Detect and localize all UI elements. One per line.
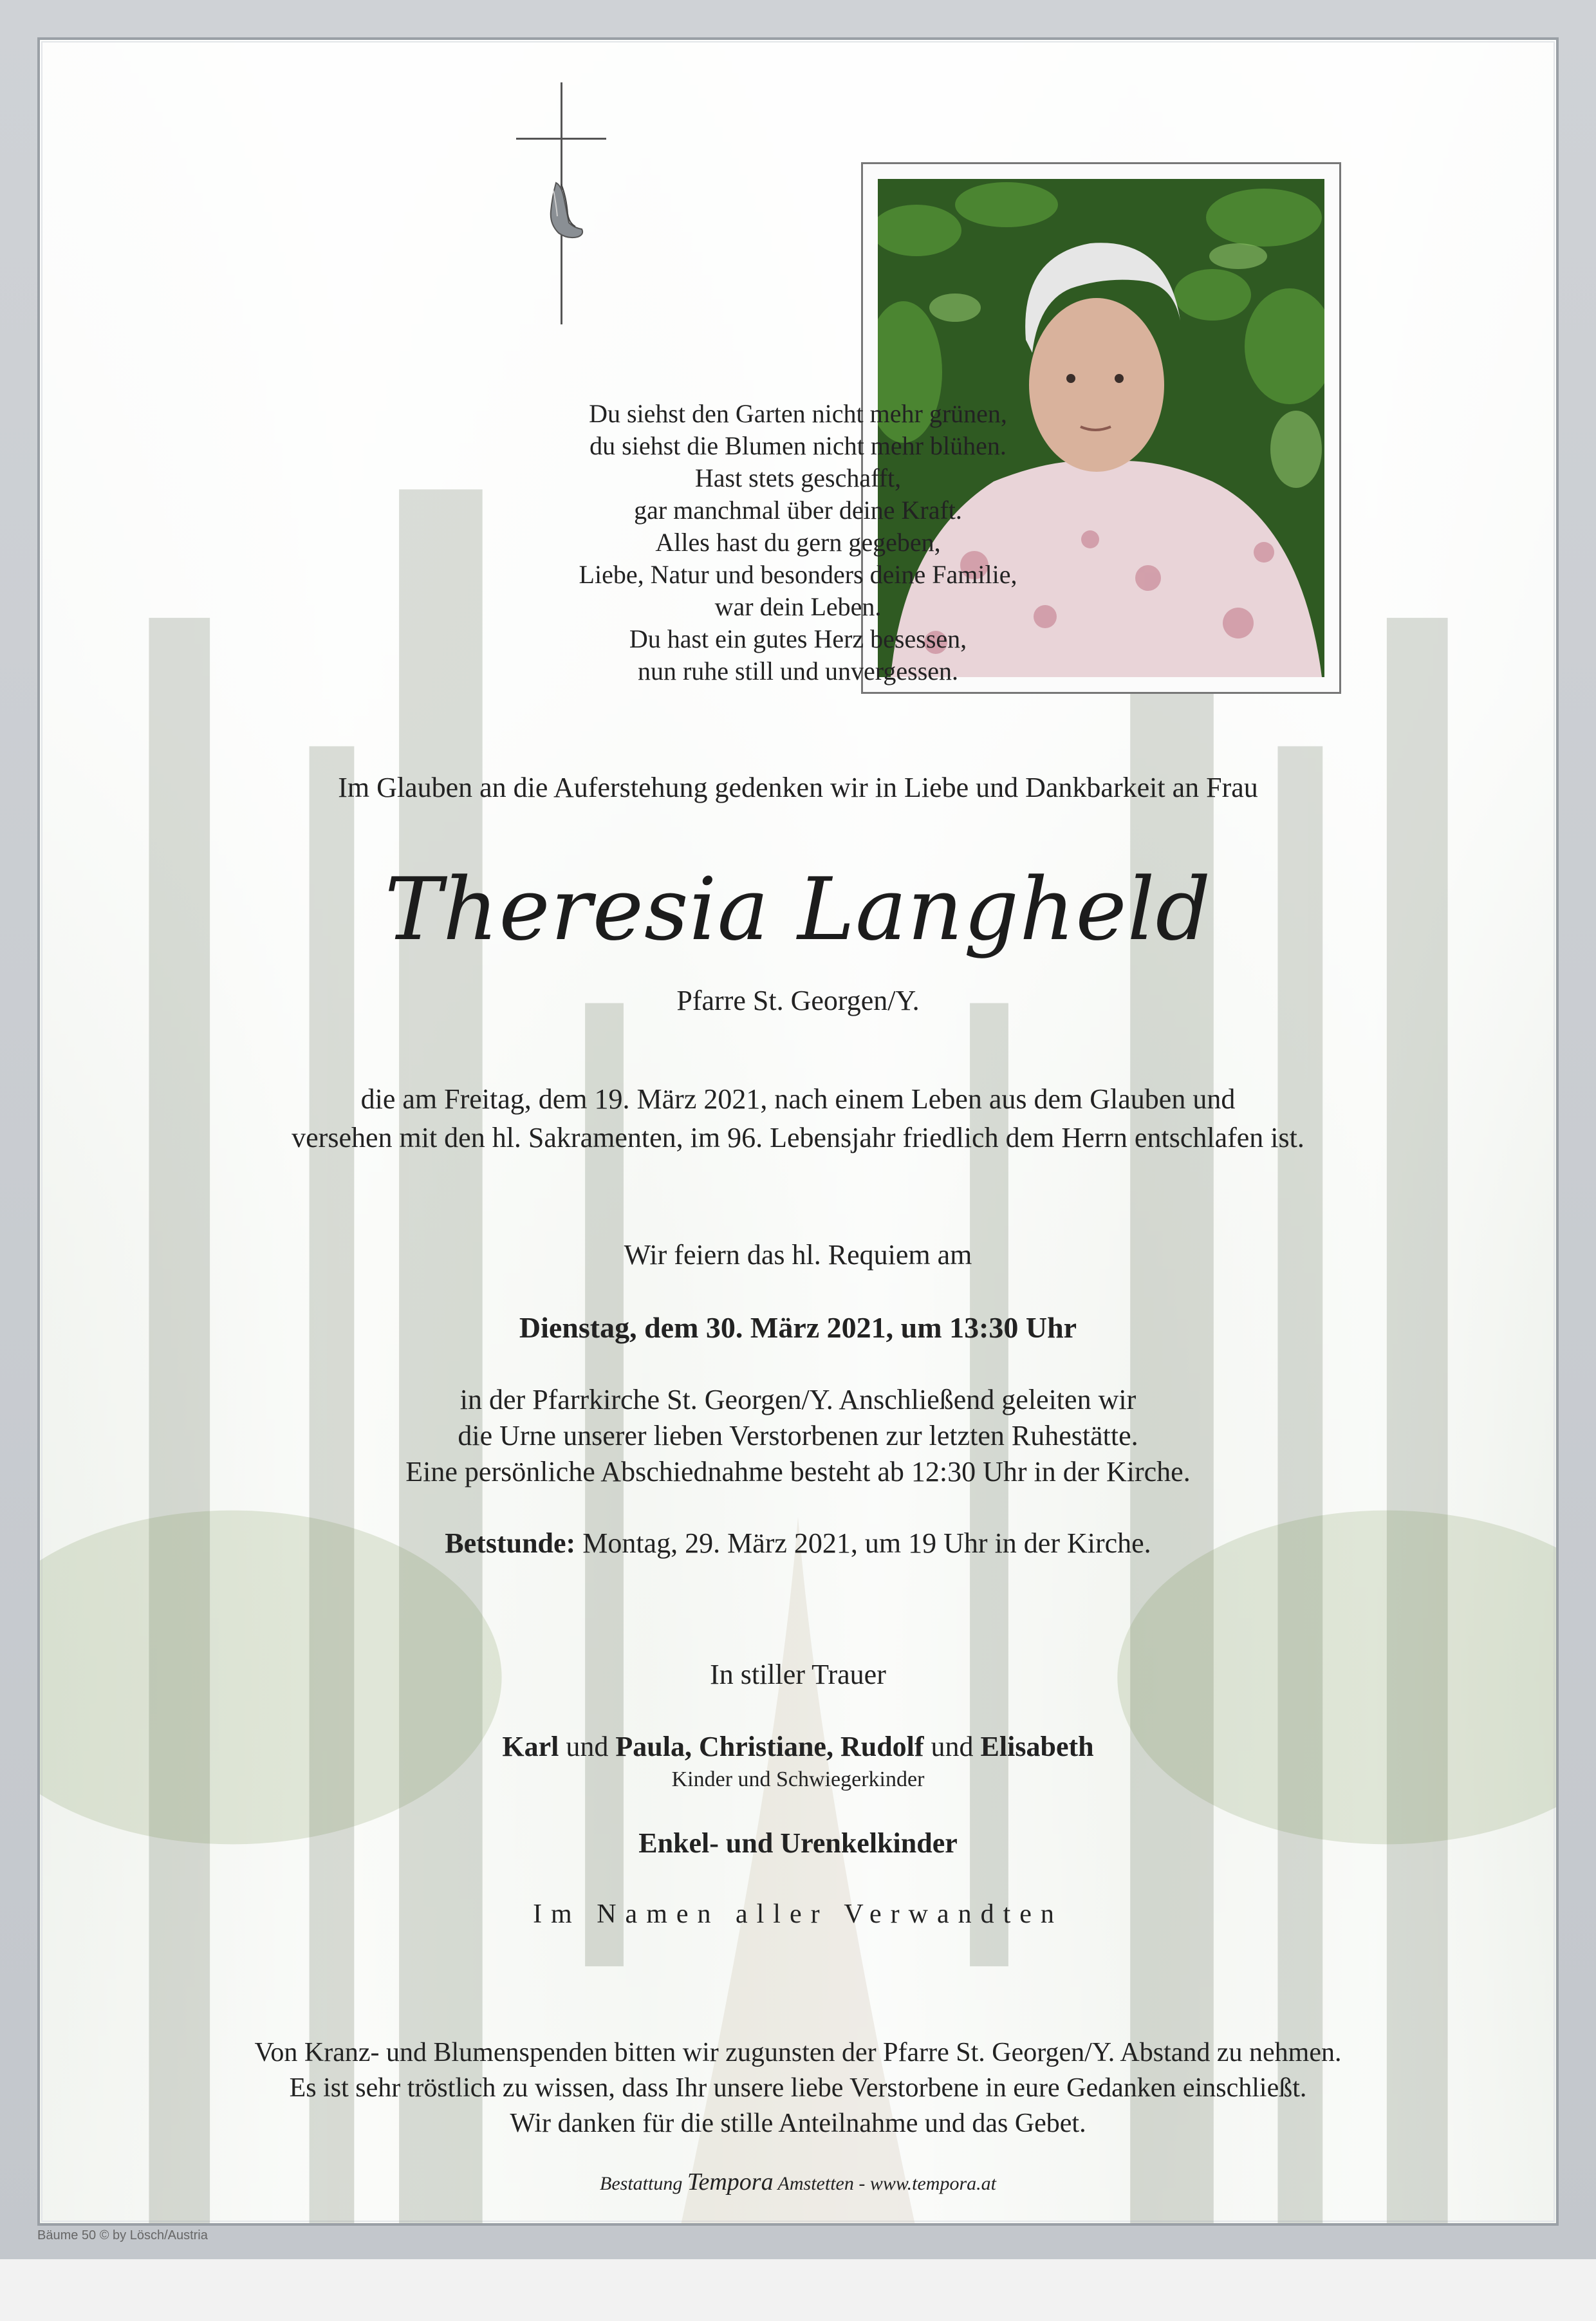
donation-line: Von Kranz- und Blumenspenden bitten wir zugunsten der Pfarre St. Georgen/Y. Abstand zu nehmen. [254,2038,1342,2067]
death-line: versehen mit den hl. Sakramenten, im 96. Lebensjahr friedlich dem Herrn entschlafen ist. [292,1122,1304,1153]
cross-emblem [516,82,606,327]
grandchildren: Enkel- und Urenkelkinder [638,1827,958,1859]
family-name: Paula, Christiane, Rudolf [615,1731,924,1762]
background-credit: Bäume 50 © by Lösch/Austria [37,2228,208,2242]
church-details [37,1382,1559,1490]
undertaker-brand: Tempora [687,2168,774,2195]
poem-line: nun ruhe still und unvergessen. [637,657,959,685]
prayer-hour-text: Montag, 29. März 2021, um 19 Uhr in der Kirche. [575,1527,1151,1559]
poem-line: Liebe, Natur und besonders deine Familie, [579,560,1017,589]
requiem-date: Dienstag, dem 30. März 2021, um 13:30 Uhr [519,1311,1077,1344]
poem [37,398,1559,687]
requiem-intro: Wir feiern das hl. Requiem am [624,1239,972,1271]
undertaker-suffix: Amstetten - www.tempora.at [773,2173,996,2194]
church-line: die Urne unserer lieben Verstorbenen zur letzten Ruhestätte. [458,1420,1138,1451]
poem-line: Du hast ein gutes Herz besessen, [629,624,967,653]
prayer-hour [37,1527,1559,1560]
family-names [37,1730,1559,1763]
donation-note [37,2035,1559,2141]
donation-line: Es ist sehr tröstlich zu wissen, dass Ihr unsere liebe Verstorbene in eure Gedanken einschließt. [289,2073,1307,2103]
church-line: Eine persönliche Abschiednahme besteht ab 12:30 Uhr in der Kirche. [405,1456,1191,1487]
conjunction: und [559,1731,616,1762]
poem-line: Alles hast du gern gegeben, [655,528,941,557]
praying-hands-icon [530,178,592,248]
relatives-line: Im Namen aller Verwandten [533,1899,1063,1929]
family-name: Karl [502,1731,559,1762]
poem-line: war dein Leben. [714,592,882,621]
poem-line: gar manchmal über deine Kraft. [634,496,962,525]
family-name: Elisabeth [980,1731,1094,1762]
undertaker-credit [37,2168,1559,2196]
undertaker-prefix: Bestattung [600,2173,687,2194]
mourning-line: In stiller Trauer [710,1659,886,1690]
death-notice [37,1080,1559,1157]
family-subtitle: Kinder und Schwiegerkinder [671,1767,925,1791]
cross-horizontal-bar [516,138,606,140]
parish: Pfarre St. Georgen/Y. [676,985,920,1016]
prayer-hour-label: Betstunde: [445,1527,576,1559]
poem-line: Hast stets geschafft, [694,463,902,492]
poem-line: du siehst die Blumen nicht mehr blühen. [589,431,1007,460]
intro-text: Im Glauben an die Auferstehung gedenken wir in Liebe und Dankbarkeit an Frau [338,772,1258,803]
conjunction: und [923,1731,981,1762]
deceased-name: Theresia Langheld [384,859,1212,960]
church-line: in der Pfarrkirche St. Georgen/Y. Anschließend geleiten wir [459,1384,1137,1415]
death-line: die am Freitag, dem 19. März 2021, nach einem Leben aus dem Glauben und [360,1083,1236,1115]
donation-line: Wir danken für die stille Anteilnahme und das Gebet. [510,2109,1086,2138]
poem-line: Du siehst den Garten nicht mehr grünen, [589,399,1007,428]
